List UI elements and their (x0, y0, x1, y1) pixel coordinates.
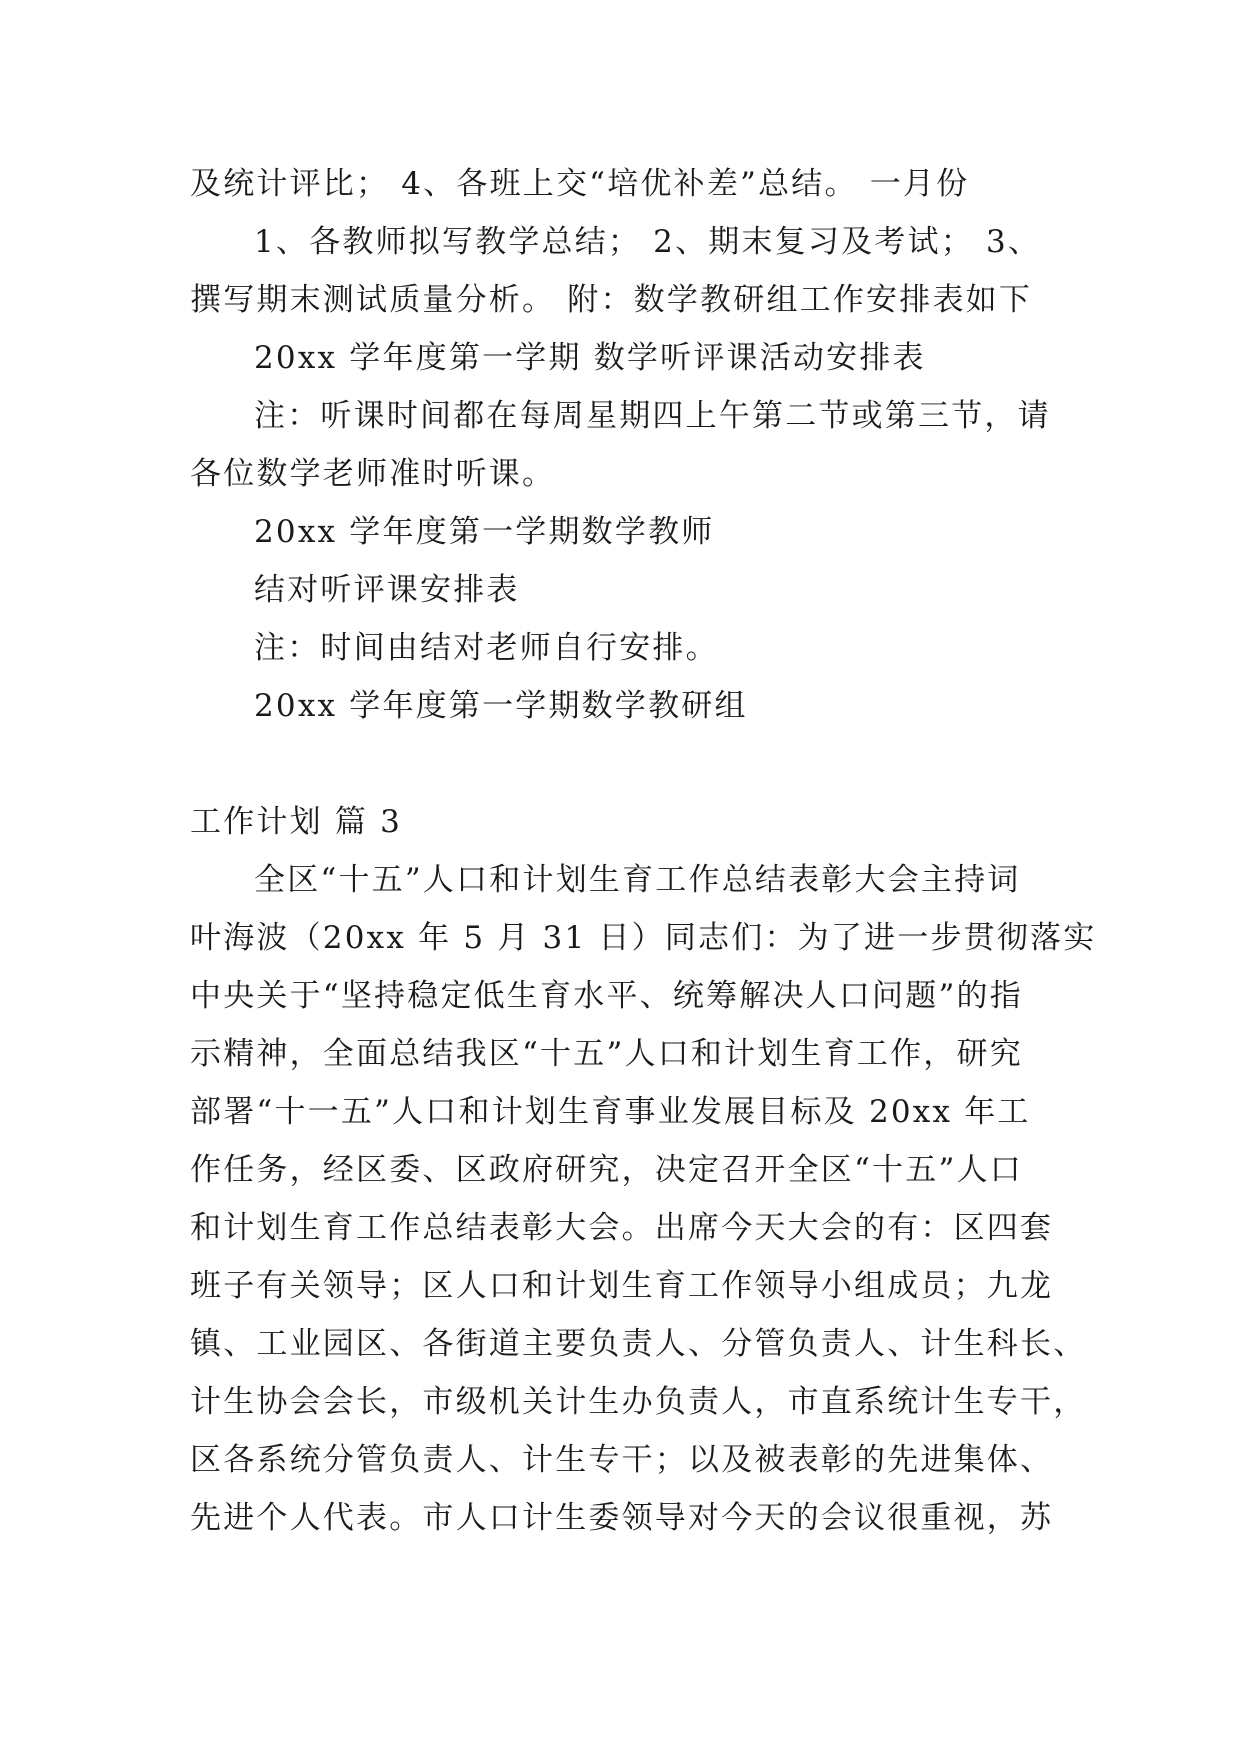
table-title-listening: 20xx 学年度第一学期 数学听评课活动安排表 (254, 340, 926, 376)
paragraph-line: 叶海波（20xx 年 5 月 31 日）同志们：为了进一步贯彻落实 (190, 920, 1097, 956)
note-line: 注：听课时间都在每周星期四上午第二节或第三节，请 (254, 398, 1051, 434)
table-title-pairing-cont: 结对听评课安排表 (254, 572, 520, 608)
paragraph-line: 全区“十五”人口和计划生育工作总结表彰大会主持词 (254, 862, 1021, 898)
table-title-pairing: 20xx 学年度第一学期数学教师 (254, 514, 715, 550)
text-line: 撰写期末测试质量分析。 附：数学教研组工作安排表如下 (190, 282, 1033, 318)
paragraph-line: 镇、工业园区、各街道主要负责人、分管负责人、计生科长、 (190, 1326, 1087, 1362)
paragraph-line: 作任务，经区委、区政府研究，决定召开全区“十五”人口 (190, 1152, 1023, 1188)
paragraph-line: 示精神，全面总结我区“十五”人口和计划生育工作，研究 (190, 1036, 1023, 1072)
paragraph-line: 区各系统分管负责人、计生专干；以及被表彰的先进集体、 (190, 1442, 1054, 1478)
text-line: 及统计评比； 4、各班上交“培优补差”总结。 一月份 (190, 166, 970, 202)
paragraph-line: 和计划生育工作总结表彰大会。出席今天大会的有：区四套 (190, 1210, 1054, 1246)
section-heading: 工作计划 篇 3 (190, 804, 403, 840)
paragraph-line: 中央关于“坚持稳定低生育水平、统筹解决人口问题”的指 (190, 978, 1023, 1014)
document-body (190, 155, 1097, 1547)
text-line: 各位数学老师准时听课。 (190, 456, 556, 492)
paragraph-line: 计生协会会长，市级机关计生办负责人，市直系统计生专干， (190, 1384, 1087, 1420)
paragraph-line: 班子有关领导；区人口和计划生育工作领导小组成员；九龙 (190, 1268, 1054, 1304)
paragraph-line: 部署“十一五”人口和计划生育事业发展目标及 20xx 年工 (190, 1094, 1031, 1130)
note-line: 注：时间由结对老师自行安排。 (254, 630, 719, 666)
text-line: 1、各教师拟写教学总结； 2、期末复习及考试； 3、 (254, 224, 1042, 260)
paragraph-line: 先进个人代表。市人口计生委领导对今天的会议很重视，苏 (190, 1500, 1054, 1536)
signature-line: 20xx 学年度第一学期数学教研组 (254, 688, 748, 724)
